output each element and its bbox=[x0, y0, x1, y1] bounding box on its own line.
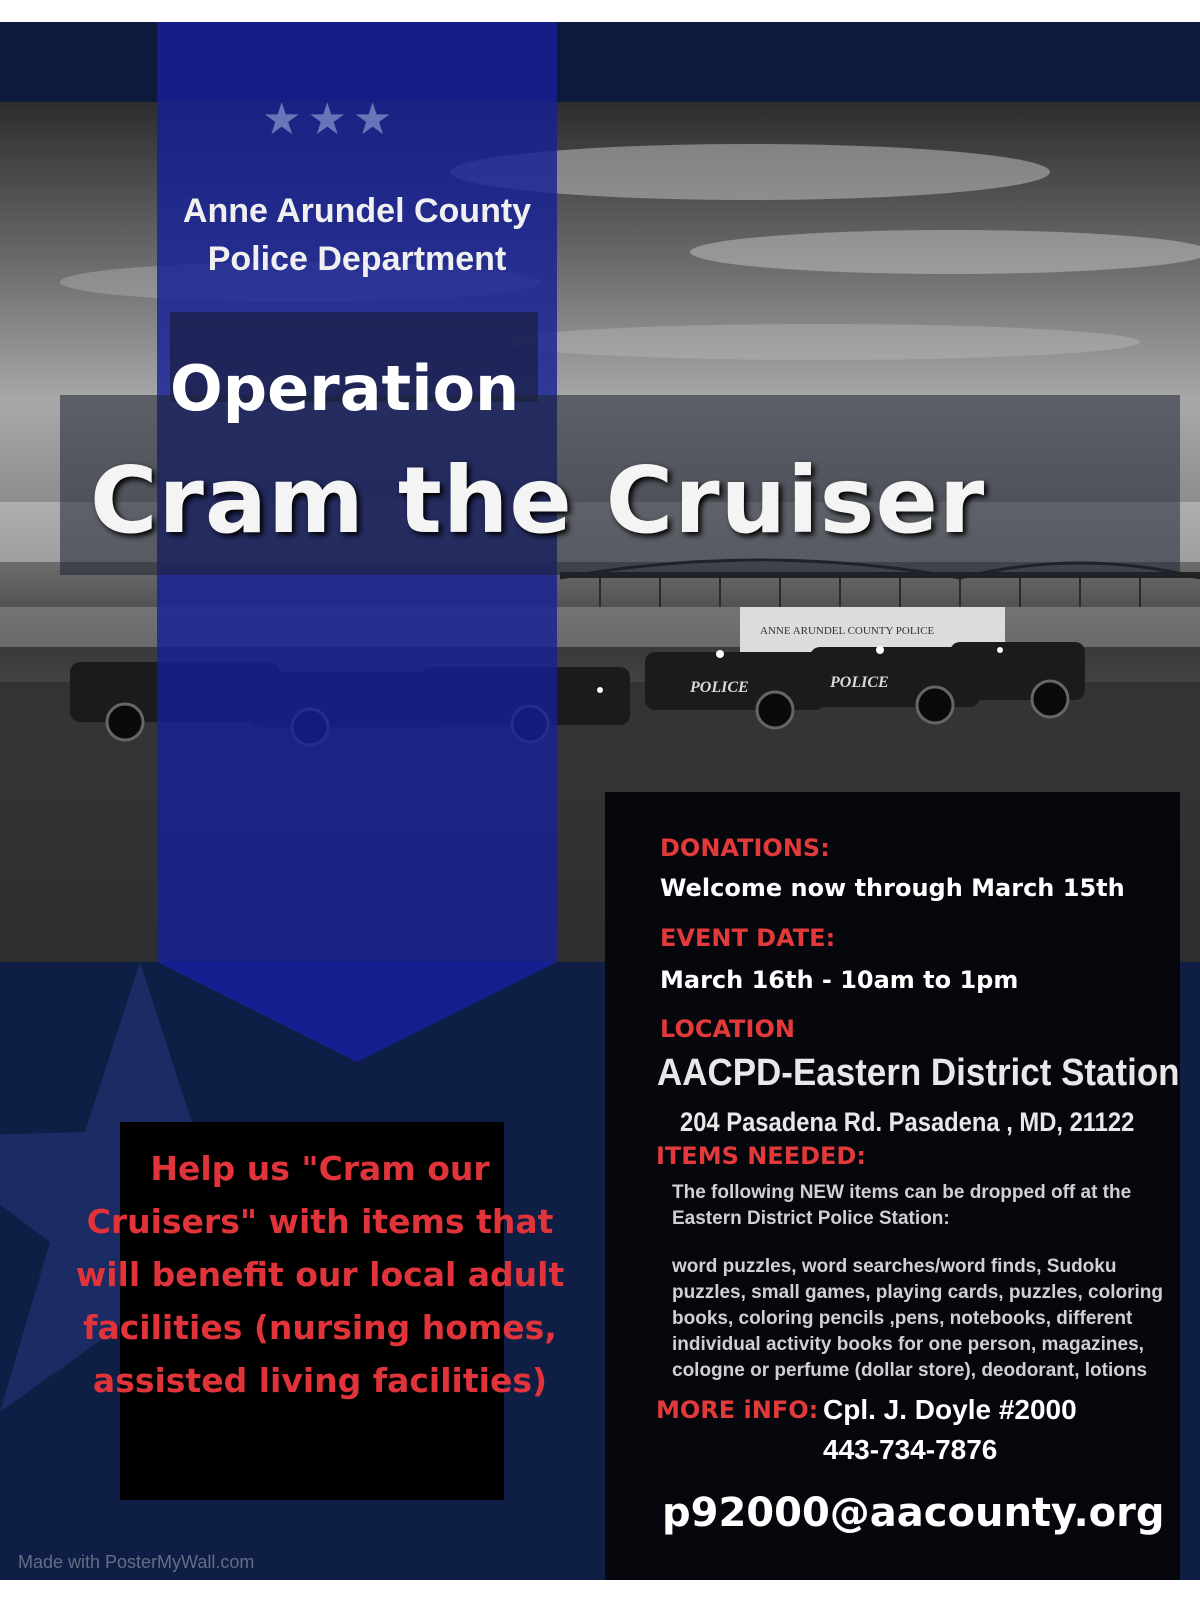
event-date-value: March 16th - 10am to 1pm bbox=[660, 966, 1019, 994]
agency-name bbox=[157, 187, 557, 283]
help-line: assisted living facilities) bbox=[92, 1361, 548, 1400]
items-list-line: word puzzles, word searches/word finds, Sudoku bbox=[672, 1256, 1117, 1277]
items-list-line: books, coloring pencils ,pens, notebooks, different bbox=[672, 1308, 1133, 1329]
help-message bbox=[55, 1142, 585, 1407]
contact-name: Cpl. J. Doyle #2000 bbox=[823, 1394, 1077, 1425]
items-intro-line: The following NEW items can be dropped off at the bbox=[672, 1182, 1132, 1203]
items-list-line: individual activity books for one person, magazines, bbox=[672, 1334, 1144, 1355]
car-label: POLICE bbox=[830, 674, 889, 691]
help-line: Help us "Cram our bbox=[150, 1149, 490, 1188]
title-cram-the-cruiser: Cram the Cruiser bbox=[90, 447, 986, 554]
items-list bbox=[672, 1254, 1182, 1384]
items-intro bbox=[672, 1180, 1182, 1232]
contact-phone: 443-734-7876 bbox=[823, 1434, 998, 1465]
agency-line-2: Police Department bbox=[207, 240, 507, 278]
items-list-line: cologne or perfume (dollar store), deodorant, lotions bbox=[672, 1360, 1148, 1381]
station-name: AACPD-Eastern District Station bbox=[657, 1052, 1180, 1094]
location-label: LOCATION bbox=[660, 1015, 795, 1043]
contact-email: p92000@aacounty.org bbox=[662, 1490, 1165, 1536]
more-info-label: MORE iNFO: bbox=[656, 1396, 819, 1424]
three-stars-icon: ★★★ bbox=[262, 94, 399, 145]
items-intro-line: Eastern District Police Station: bbox=[672, 1208, 950, 1229]
items-needed-label: ITEMS NEEDED: bbox=[656, 1142, 866, 1170]
items-list-line: puzzles, small games, playing cards, puzzles, coloring bbox=[672, 1282, 1163, 1303]
station-address: 204 Pasadena Rd. Pasadena , MD, 21122 bbox=[680, 1107, 1135, 1137]
event-date-label: EVENT DATE: bbox=[660, 924, 836, 952]
car-label: POLICE bbox=[690, 679, 749, 696]
help-line: facilities (nursing homes, bbox=[83, 1308, 557, 1347]
ribbon-point bbox=[157, 962, 557, 1062]
donations-label: DONATIONS: bbox=[660, 834, 830, 862]
help-line: Cruisers" with items that bbox=[86, 1202, 554, 1241]
poster bbox=[0, 22, 1200, 1580]
help-line: will benefit our local adult bbox=[75, 1255, 565, 1294]
title-operation: Operation bbox=[170, 352, 520, 425]
agency-line-1: Anne Arundel County bbox=[182, 192, 532, 230]
donations-value: Welcome now through March 15th bbox=[660, 874, 1125, 902]
watermark: Made with PosterMyWall.com bbox=[18, 1552, 255, 1572]
trailer-text: ANNE ARUNDEL COUNTY POLICE bbox=[760, 625, 935, 637]
